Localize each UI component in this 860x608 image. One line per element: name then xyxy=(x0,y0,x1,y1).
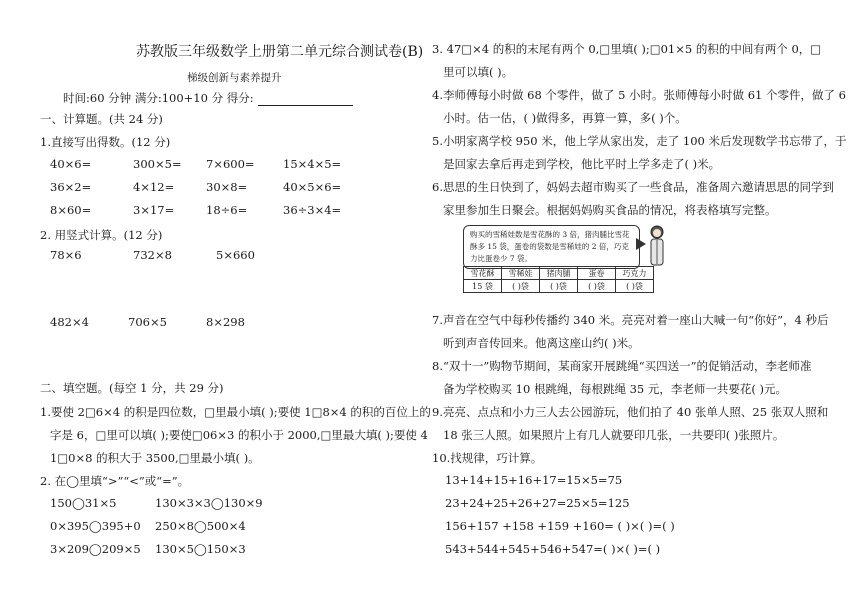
table-cell: 巧克力 xyxy=(616,267,654,280)
pattern-line: 13+14+15+16+17=15×5=75 xyxy=(445,473,623,487)
q5-line1: 5.小明家离学校 950 米，他上学从家出发，走了 100 米后发现数学书忘带了，于 xyxy=(432,134,847,148)
table-cell: 雪稀娃 xyxy=(502,267,540,280)
compare-item: 0×395◯395+0 xyxy=(50,519,141,533)
table-cell: 蛋卷 xyxy=(578,267,616,280)
pattern-line: 543+544+545+546+547=( )×( )=( ) xyxy=(445,542,661,556)
q9-line1: 9.亮亮、点点和小力三人去公园游玩，他们拍了 40 张单人照、25 张双人照和 xyxy=(432,405,829,419)
exam-meta-text: 时间:60 分钟 满分:100+10 分 得分: xyxy=(63,91,254,105)
q7-line2: 听到声音传回来。他离这座山约( )米。 xyxy=(443,336,640,350)
q6-line2: 家里参加生日聚会。根据妈妈购买食品的情况，将表格填写完整。 xyxy=(443,203,777,217)
vertical-calc-item: 78×6 xyxy=(50,248,82,262)
q8-line1: 8.“双十一”购物节期间，某商家开展跳绳“买四送一”的促销活动，李老师准 xyxy=(432,359,812,373)
q7-line1: 7.声音在空气中每秒传播约 340 米。亮亮对着一座山大喊一句“你好”，4 秒后 xyxy=(432,313,829,327)
calc-item: 40×5×6= xyxy=(283,180,342,194)
compare-item: 3×209◯209×5 xyxy=(50,542,141,556)
vertical-calc-item: 8×298 xyxy=(206,315,245,329)
q4-line2: 小时。估一估，( )做得多，再算一算，多( )个。 xyxy=(443,111,687,125)
compare-item: 150◯31×5 xyxy=(50,496,117,510)
q6-line1: 6.思思的生日快到了，妈妈去超市购买了一些食品，准备周六邀请思思的同学到 xyxy=(432,180,834,194)
speech-bubble xyxy=(463,225,640,269)
section1-q1-label: 1.直接写出得数。(12 分) xyxy=(40,135,171,149)
page-title: 苏教版三年级数学上册第二单元综合测试卷(B) xyxy=(136,44,424,60)
q9-line2: 18 张三人照。如果照片上有几人就要印几张，一共要印( )张照片。 xyxy=(443,428,785,442)
page-subtitle: 梯级创新与素养提升 xyxy=(187,72,282,84)
table-cell[interactable]: ( )袋 xyxy=(502,280,540,293)
vertical-calc-item: 706×5 xyxy=(128,315,167,329)
vertical-calc-item: 5×660 xyxy=(216,248,255,262)
vertical-calc-item: 482×4 xyxy=(50,315,89,329)
calc-item: 8×60= xyxy=(50,203,92,217)
section2-q1-line1: 1.要使 2□6×4 的积是四位数，□里最小填( );要使 1□8×4 的积的百位上的 xyxy=(40,405,431,419)
table-cell[interactable]: ( )袋 xyxy=(540,280,578,293)
calc-item: 30×8= xyxy=(206,180,248,194)
table-cell[interactable]: ( )袋 xyxy=(616,280,654,293)
score-line[interactable] xyxy=(258,94,353,106)
table-cell: 猪肉脯 xyxy=(540,267,578,280)
speech-text: 购买的雪稀娃数是雪花酥的 3 倍，猪肉脯比雪花酥多 15 袋，蛋卷的袋数是雪稀娃的 2 倍，巧克力比蛋卷少 7 袋。 xyxy=(470,230,630,263)
snack-table xyxy=(463,266,654,293)
calc-item: 36×2= xyxy=(50,180,92,194)
q10-label: 10.找规律，巧计算。 xyxy=(432,451,543,465)
calc-item: 40×6= xyxy=(50,157,92,171)
q8-line2: 备为学校购买 10 根跳绳，每根跳绳 35 元，李老师一共要花( )元。 xyxy=(443,382,788,396)
pattern-line: 23+24+25+26+27=25×5=125 xyxy=(445,496,630,510)
exam-meta xyxy=(63,90,353,106)
calc-item: 300×5= xyxy=(133,157,182,171)
mother-figure-icon xyxy=(646,224,668,268)
section2-q1-line2: 字是 6，□里可以填( );要使□06×3 的积小于 2000,□里最大填( );要使 4 xyxy=(50,428,428,442)
section1-q2-label: 2. 用竖式计算。(12 分) xyxy=(40,228,163,242)
table-cell[interactable]: ( )袋 xyxy=(578,280,616,293)
q4-line1: 4.李师傅每小时做 68 个零件，做了 5 小时。张师傅每小时做 61 个零件，做了 6 xyxy=(432,88,846,102)
table-cell: 雪花酥 xyxy=(464,267,502,280)
pattern-line: 156+157 +158 +159 +160= ( )×( )=( ) xyxy=(445,519,675,533)
table-cell: 15 袋 xyxy=(464,280,502,293)
calc-item: 15×4×5= xyxy=(283,157,342,171)
snack-table-value-row xyxy=(464,280,654,293)
section2-q1-line3: 1□0×8 的积大于 3500,□里最小填( )。 xyxy=(50,451,260,465)
q3-line1: 3. 47□×4 的积的末尾有两个 0,□里填( );□01×5 的积的中间有两个 0，□ xyxy=(432,42,822,56)
calc-item: 7×600= xyxy=(206,157,255,171)
calc-item: 4×12= xyxy=(133,180,175,194)
section1-heading: 一、计算题。(共 24 分) xyxy=(40,112,163,126)
section2-heading: 二、填空题。(每空 1 分，共 29 分) xyxy=(40,381,224,395)
q5-line2: 是回家去拿后再走到学校，他比平时上学多走了( )米。 xyxy=(443,157,721,171)
compare-item: 130×3×3◯130×9 xyxy=(155,496,263,510)
calc-item: 36÷3×4= xyxy=(283,203,342,217)
vertical-calc-item: 732×8 xyxy=(133,248,172,262)
snack-table-header-row xyxy=(464,267,654,280)
calc-item: 18÷6= xyxy=(206,203,248,217)
speech-tail xyxy=(636,238,646,250)
q3-line2: 里可以填( )。 xyxy=(443,65,514,79)
section2-q2-label: 2. 在◯里填“>”“<”或“=”。 xyxy=(40,474,190,488)
compare-item: 130×5◯150×3 xyxy=(155,542,246,556)
calc-item: 3×17= xyxy=(133,203,175,217)
compare-item: 250×8◯500×4 xyxy=(155,519,246,533)
